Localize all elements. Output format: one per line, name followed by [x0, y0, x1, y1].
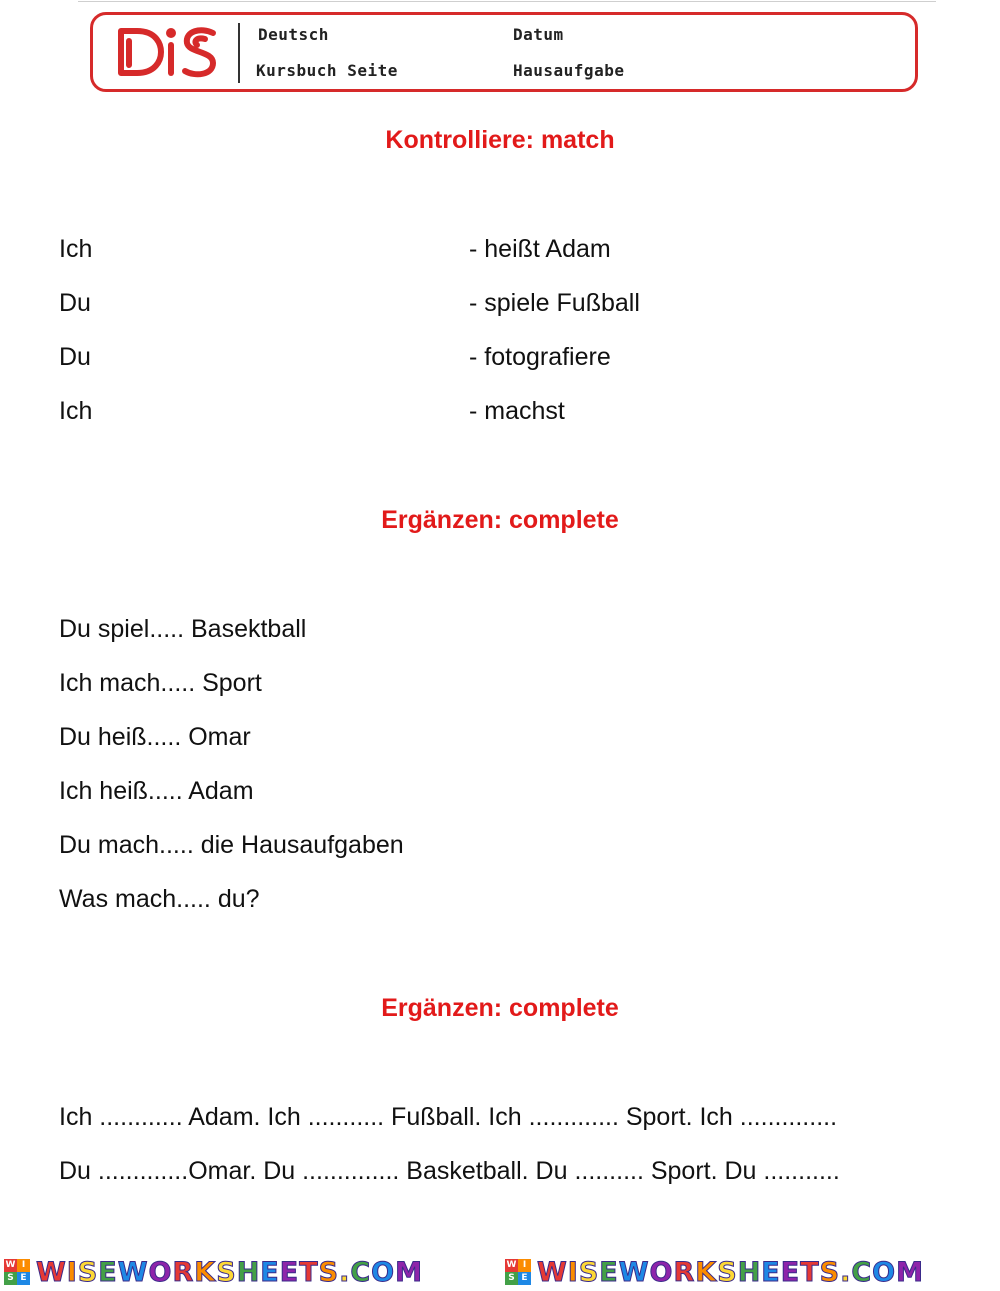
brand-letter: O [371, 1256, 396, 1288]
brand-letter: H [737, 1256, 762, 1288]
brand-letter: O [649, 1256, 674, 1288]
watermark-unit [505, 1254, 924, 1290]
exercise-line: Was mach..... du? [59, 885, 260, 913]
match-right-item: - fotografiere [469, 343, 611, 371]
brand-letter: W [117, 1256, 149, 1288]
badge-letter: S [505, 1272, 518, 1285]
match-left-item: Du [59, 289, 91, 317]
brand-letter: O [872, 1256, 897, 1288]
exercise-line: Du mach..... die Hausaufgaben [59, 831, 404, 859]
brand-letter: S [77, 1256, 99, 1288]
brand-letter: K [194, 1256, 217, 1288]
match-left-item: Ich [59, 235, 93, 263]
match-right-item: - spiele Fußball [469, 289, 640, 317]
brand-letter: C [851, 1256, 873, 1288]
brand-letter: W [36, 1256, 67, 1288]
badge-letter: I [518, 1259, 531, 1272]
badge-letter: W [506, 1260, 517, 1270]
exercise-line: Du spiel..... Basektball [59, 615, 307, 643]
dis-logo [113, 21, 223, 83]
section-title-match: Kontrolliere: match [385, 126, 615, 154]
exercise-line: Ich heiß..... Adam [59, 777, 254, 805]
subject-label: Deutsch [258, 25, 329, 44]
exercise-line: Ich mach..... Sport [59, 669, 262, 697]
brand-letter: W [618, 1256, 650, 1288]
match-left-item: Ich [59, 397, 93, 425]
brand-letter: T [299, 1256, 319, 1288]
top-rule [78, 1, 936, 2]
badge-letter: S [4, 1272, 17, 1285]
badge-letter: W [5, 1260, 16, 1270]
book-page-label: Kursbuch Seite [256, 61, 398, 80]
brand-letter: K [695, 1256, 718, 1288]
brand-letter: R [673, 1256, 696, 1288]
watermark-unit [4, 1254, 423, 1290]
badge-letter: E [17, 1272, 30, 1285]
section-title-complete-text: Ergänzen: complete [381, 994, 619, 1022]
brand-letter: S [578, 1256, 600, 1288]
brand-letter: H [236, 1256, 261, 1288]
brand-letter: E [761, 1256, 781, 1288]
badge-letter: E [518, 1272, 531, 1285]
exercise-line: Du heiß..... Omar [59, 723, 251, 751]
brand-letter: T [800, 1256, 820, 1288]
worksheet-header [90, 12, 918, 92]
match-right-item: - heißt Adam [469, 235, 611, 263]
date-label: Datum [513, 25, 564, 44]
header-divider [238, 23, 240, 83]
brand-letter: W [537, 1256, 568, 1288]
brand-text [537, 1257, 924, 1288]
footer-watermark [0, 1254, 1000, 1290]
brand-text [36, 1257, 423, 1288]
brand-letter: . [339, 1256, 351, 1288]
brand-letter: S [717, 1256, 738, 1288]
brand-letter: O [148, 1256, 173, 1288]
brand-letter: E [98, 1256, 118, 1288]
brand-letter: E [279, 1256, 300, 1288]
brand-letter: M [896, 1256, 924, 1288]
brand-letter: E [780, 1256, 801, 1288]
wise-badge-icon [505, 1259, 531, 1285]
brand-letter: S [318, 1256, 340, 1288]
brand-letter: E [599, 1256, 619, 1288]
match-left-item: Du [59, 343, 91, 371]
exercise-line: Ich ............ Adam. Ich ........... Fußball. Ich ............. Sport. Ich .............. [59, 1103, 838, 1131]
brand-letter: S [216, 1256, 237, 1288]
wise-badge-icon [4, 1259, 30, 1285]
homework-label: Hausaufgabe [513, 61, 625, 80]
exercise-line: Du .............Omar. Du .............. Basketball. Du .......... Sport. Du ........... [59, 1157, 840, 1185]
brand-letter: M [395, 1256, 423, 1288]
brand-letter: I [567, 1256, 579, 1288]
badge-letter: I [17, 1259, 30, 1272]
brand-letter: S [819, 1256, 841, 1288]
brand-letter: C [350, 1256, 372, 1288]
brand-letter: . [840, 1256, 852, 1288]
match-right-item: - machst [469, 397, 565, 425]
brand-letter: E [260, 1256, 280, 1288]
brand-letter: I [66, 1256, 78, 1288]
brand-letter: R [172, 1256, 195, 1288]
section-title-complete: Ergänzen: complete [381, 506, 619, 534]
